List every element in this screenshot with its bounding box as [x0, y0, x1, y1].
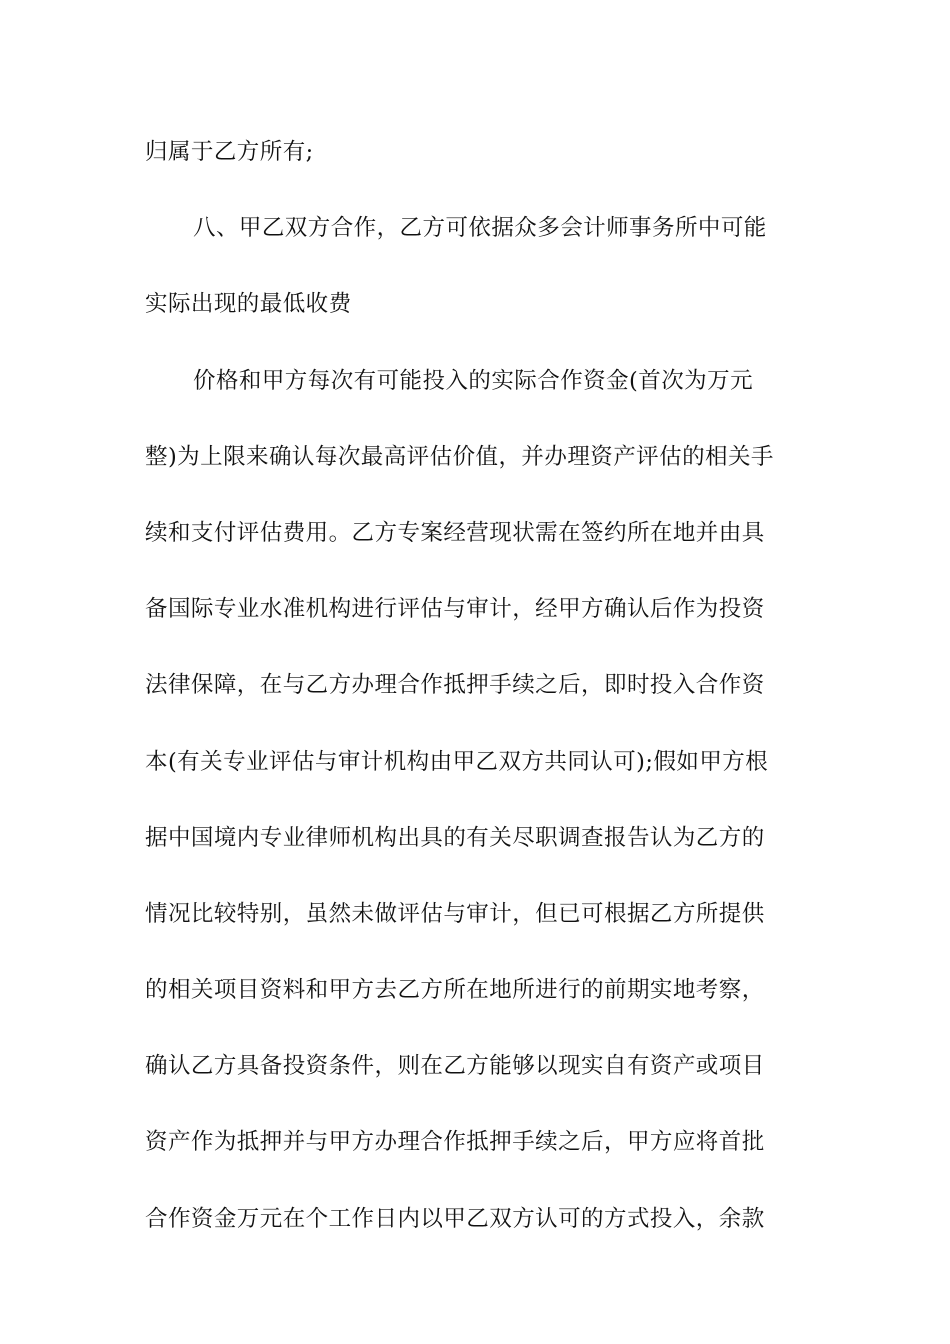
text-line: 实际出现的最低收费 — [145, 291, 352, 318]
text-line: 合作资金万元在个工作日内以甲乙双方认可的方式投入，余款 — [145, 1205, 765, 1232]
paragraph-start-line: 八、甲乙双方合作，乙方可依据众多会计师事务所中可能 — [193, 215, 767, 242]
paragraph-start-line: 价格和甲方每次有可能投入的实际合作资金(首次为万元 — [193, 367, 754, 394]
text-line: 资产作为抵押并与甲方办理合作抵押手续之后，甲方应将首批 — [145, 1129, 765, 1156]
document-body — [145, 128, 815, 1271]
text-line: 确认乙方具备投资条件，则在乙方能够以现实自有资产或项目 — [145, 1053, 765, 1080]
text-line: 备国际专业水准机构进行评估与审计，经甲方确认后作为投资 — [145, 596, 765, 623]
text-line: 整)为上限来确认每次最高评估价值，并办理资产评估的相关手 — [145, 443, 774, 470]
text-line: 法律保障，在与乙方办理合作抵押手续之后，即时投入合作资 — [145, 672, 765, 699]
text-line: 情况比较特别，虽然未做评估与审计，但已可根据乙方所提供 — [145, 900, 765, 927]
text-line: 据中国境内专业律师机构出具的有关尽职调查报告认为乙方的 — [145, 824, 765, 851]
text-line: 的相关项目资料和甲方去乙方所在地所进行的前期实地考察， — [145, 977, 765, 1004]
text-line: 本(有关专业评估与审计机构由甲乙双方共同认可);假如甲方根 — [145, 748, 769, 775]
text-line: 归属于乙方所有; — [145, 139, 314, 165]
text-line: 续和支付评估费用。乙方专案经营现状需在签约所在地并由具 — [145, 519, 765, 546]
